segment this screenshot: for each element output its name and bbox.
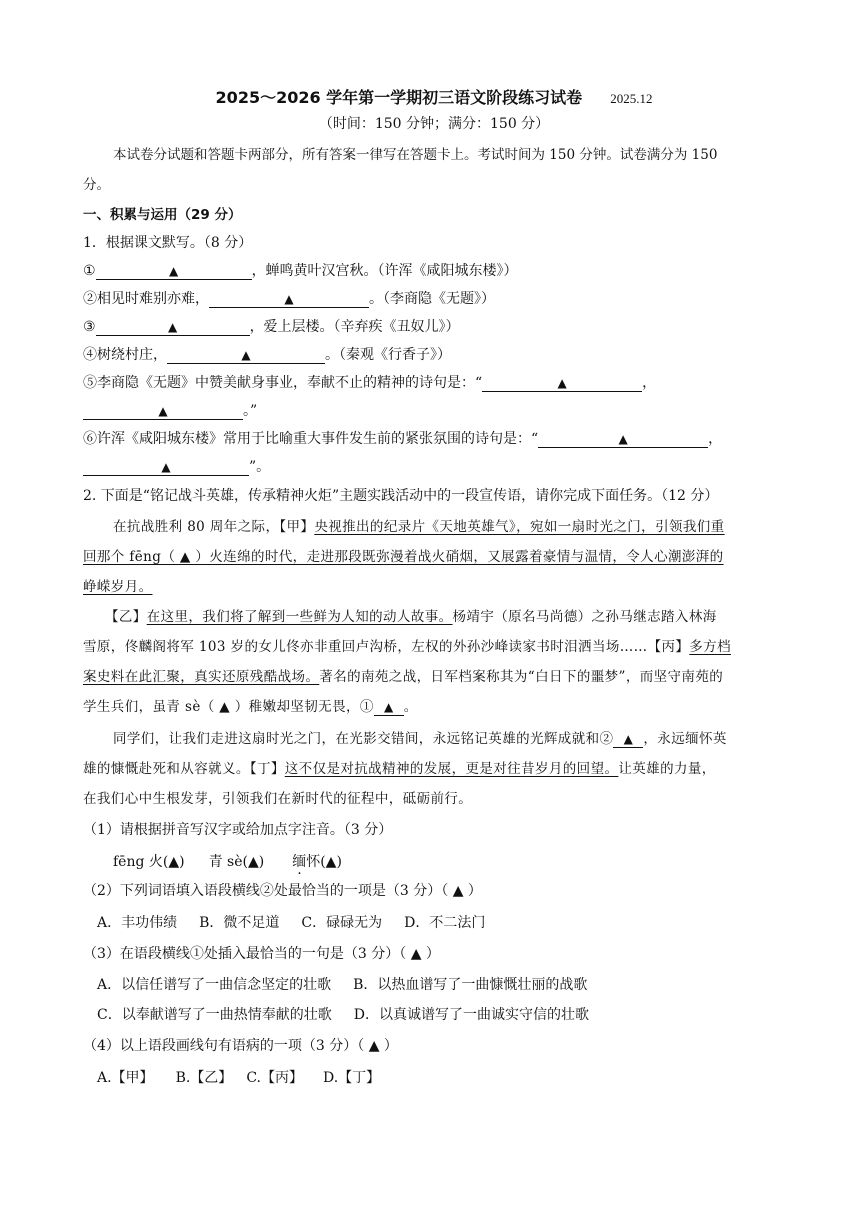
passage-text: 著名的南苑之战，日军档案称其为“白日下的噩梦”，而坚守南苑的 — [319, 669, 724, 685]
exam-title — [0, 88, 868, 109]
exam-subtitle: （时间：150 分钟；满分：150 分） — [318, 116, 550, 132]
title-text: 2025～2026 学年第一学期初三语文阶段练习试卷 — [215, 88, 583, 107]
answer-blank — [374, 698, 404, 716]
passage-p3-line-2 — [83, 759, 716, 779]
passage-p1-line-1 — [113, 517, 725, 537]
passage-p2-line-2 — [83, 637, 731, 657]
item-text: ， — [708, 431, 723, 447]
option-c: C.【丙】 — [246, 1070, 303, 1086]
q2-sub3-stem: （3）在语段横线①处插入最恰当的一句是（3 分）（ ▲ ） — [83, 946, 440, 962]
sentence-marker: 【甲】 — [279, 519, 315, 535]
underlined-sentence: 多方档 — [689, 639, 731, 655]
q1-stem: 1．根据课文默写。（8 分） — [83, 235, 253, 251]
option-d: D.【丁】 — [322, 1070, 381, 1086]
option-d: D．不二法门 — [404, 915, 486, 931]
triangle-mark: ▲ — [557, 376, 567, 390]
option-b: B．微不足道 — [199, 915, 280, 931]
option-a: A．丰功伟绩 — [97, 915, 178, 931]
q1-item-2 — [83, 289, 495, 309]
triangle-mark: ▲ — [284, 292, 294, 306]
q1-item-4 — [83, 345, 451, 365]
item-text: 。（李商隐《无题》） — [369, 291, 495, 307]
item-number: ③ — [83, 319, 96, 335]
passage-p3-line-1 — [113, 729, 727, 749]
triangle-mark: ▲ — [618, 432, 628, 446]
q2-stem: 2. 下面是“铭记战斗英雄，传承精神火炬”主题实践活动中的一段宣传语，请你完成下面任务。（12 分） — [83, 488, 719, 504]
intro-line-1: 本试卷分试题和答题卡两部分，所有答案一律写在答题卡上。考试时间为 150 分钟。试卷满分为 150 — [113, 147, 718, 163]
item-number: ② — [83, 291, 97, 307]
answer-blank — [538, 430, 708, 448]
item-number: ④ — [83, 347, 97, 363]
passage-text: 在抗战胜利 80 周年之际， — [113, 519, 280, 535]
passage-text: 同学们，让我们走进这扇时光之门，在光影交错间，永远铭记英雄的光辉成就和② — [113, 731, 614, 747]
passage-text: 雄的慷慨赴死和从容就义。 — [83, 761, 250, 777]
passage-p2-line-3 — [83, 667, 723, 687]
sentence-marker: 【丙】 — [647, 639, 690, 655]
option-c: C．以奉献谱写了一曲热情奉献的壮歌 — [97, 1007, 332, 1023]
triangle-mark: ▲ — [161, 460, 171, 474]
q1-item-3 — [83, 317, 460, 337]
triangle-mark: ▲ — [167, 320, 178, 334]
pinyin-item: 怀(▲) — [306, 854, 342, 870]
triangle-mark: ▲ — [241, 348, 251, 362]
answer-blank — [96, 318, 250, 336]
q1-item-6-line-2 — [83, 457, 270, 477]
option-c: C．碌碌无为 — [301, 915, 383, 931]
underlined-sentence: 回那个 fēng（ ▲ ）火连绵的时代，走进那段既弥漫着战火硝烟，又展露着豪情与温情，令人心潮澎湃的 — [83, 549, 724, 565]
option-b: B．以热血谱写了一曲慷慨壮丽的战歌 — [353, 977, 588, 993]
item-text: 。（秦观《行香子》） — [325, 347, 451, 363]
q2-sub2-stem: （2）下列词语填入语段横线②处最恰当的一项是（3 分）（ ▲ ） — [83, 883, 482, 899]
item-text: 树绕村庄， — [97, 347, 167, 363]
dotted-character: 缅 — [292, 854, 307, 870]
passage-p2-line-4 — [83, 697, 418, 717]
item-text: ， — [642, 375, 657, 391]
option-d: D．以真诚谱写了一曲诚实守信的壮歌 — [353, 1007, 589, 1023]
q2-sub3-options-row-2 — [97, 1005, 589, 1025]
q2-sub2-options — [97, 913, 485, 933]
q1-item-1 — [83, 261, 518, 281]
section-heading: 一、积累与运用（29 分） — [83, 207, 242, 223]
passage-p3-line-3: 在我们心中生根发芽，引领我们在新时代的征程中，砥砺前行。 — [83, 791, 473, 807]
passage-text: 让英雄的力量， — [618, 761, 716, 777]
passage-text: 雪原，佟麟阁将军 103 岁的女儿佟亦非重回卢沟桥，左权的外孙沙峰读家书时泪洒当场…… — [83, 639, 648, 655]
q2-sub4-stem: （4）以上语段画线句有语病的一项（3 分）（ ▲ ） — [83, 1038, 398, 1054]
q1-item-5-line-1 — [83, 373, 656, 393]
triangle-mark: ▲ — [623, 732, 634, 746]
answer-blank — [83, 402, 243, 420]
passage-text: 。 — [403, 699, 418, 715]
item-text: ”。 — [249, 459, 271, 475]
q2-sub3-options-row-1 — [97, 975, 587, 995]
underlined-sentence: 在这里，我们将了解到一些鲜为人知的动人故事。 — [146, 609, 453, 625]
passage-text: 杨靖宇（原名马尚德）之孙马继志踏入林海 — [452, 609, 717, 625]
underlined-sentence: 央视推出的纪录片《天地英雄气》，宛如一扇时光之门，引领我们重 — [314, 519, 725, 535]
triangle-mark: ▲ — [168, 264, 179, 278]
q1-item-5-line-2 — [83, 401, 257, 421]
underlined-sentence: 案史料在此汇聚，真实还原残酷战场。 — [83, 669, 320, 685]
option-b: B.【乙】 — [175, 1070, 233, 1086]
q1-item-6-line-1 — [83, 429, 722, 449]
answer-blank — [83, 458, 249, 476]
triangle-mark: ▲ — [383, 700, 394, 714]
q2-sub1-stem: （1）请根据拼音写汉字或给加点字注音。（3 分） — [83, 822, 393, 838]
q2-sub1-items — [113, 852, 342, 872]
item-text: ⑥许浑《咸阳城东楼》常用于比喻重大事件发生前的紧张氛围的诗句是：“ — [83, 431, 539, 447]
underlined-sentence: 这不仅是对抗战精神的发展，更是对往昔岁月的回望。 — [284, 761, 619, 777]
answer-blank — [209, 290, 369, 308]
pinyin-item: 青 sè(▲) — [208, 854, 265, 870]
triangle-mark: ▲ — [158, 404, 168, 418]
item-number: ① — [83, 263, 96, 279]
option-a: A.【甲】 — [97, 1070, 154, 1086]
item-text: ，蝉鸣黄叶汉宫秋。（许浑《咸阳城东楼》） — [251, 263, 518, 279]
item-text: 。” — [243, 403, 258, 419]
answer-blank — [96, 262, 252, 280]
q2-sub4-options — [97, 1068, 380, 1088]
answer-blank — [167, 346, 325, 364]
sentence-marker: 【丁】 — [249, 761, 285, 777]
item-text: 相见时难别亦难， — [97, 291, 209, 307]
intro-line-2: 分。 — [83, 177, 110, 193]
passage-p1-line-3 — [83, 577, 153, 597]
item-text: ，爱上层楼。（辛弃疾《丑奴儿》） — [249, 319, 460, 335]
passage-p1-line-2 — [83, 547, 724, 567]
answer-blank — [613, 730, 643, 748]
exam-date: 2025.12 — [610, 91, 653, 106]
passage-p2-line-1 — [105, 607, 717, 627]
item-text: ⑤李商隐《无题》中赞美献身事业，奉献不止的精神的诗句是：“ — [83, 375, 483, 391]
passage-text: 学生兵们，虽青 sè（ ▲ ）稚嫩却坚韧无畏，① — [83, 699, 374, 715]
pinyin-item: fēng 火(▲) — [113, 854, 185, 870]
answer-blank — [482, 374, 642, 392]
sentence-marker: 【乙】 — [105, 609, 147, 625]
option-a: A．以信任谱写了一曲信念坚定的壮歌 — [97, 977, 332, 993]
underlined-sentence: 峥嵘岁月。 — [83, 579, 153, 595]
passage-text: ，永远缅怀英 — [643, 731, 727, 747]
